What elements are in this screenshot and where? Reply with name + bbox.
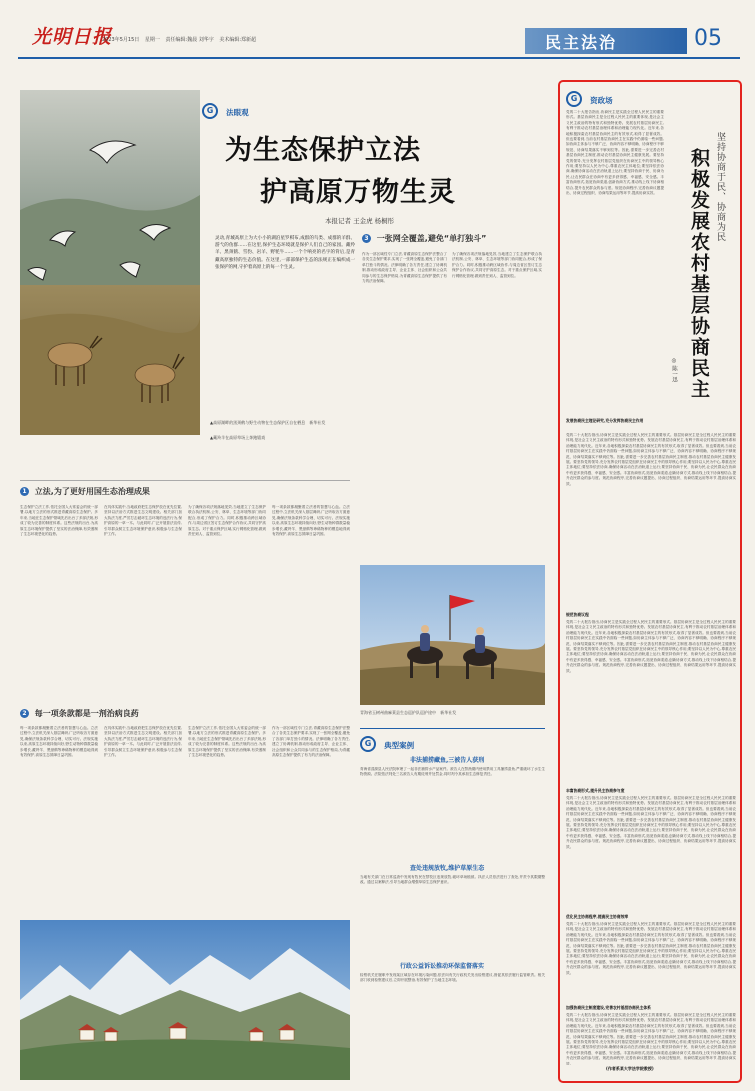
cases-column-label: G 典型案例 [360, 733, 414, 752]
issue-date: 2023年5月15日 [102, 37, 140, 43]
case-title-2: 查处违规放牧,维护草原生态 [410, 865, 485, 872]
newspaper-logo: 光明日报 [32, 26, 113, 48]
sidebar-body-main-3: 党的二十大报告指出,协商民主是实践全过程人民民主的重要形式。基层协商民主是全过程人民民主的重要体现,是社会主义民主政治的特有形式和独特优势。发展农村基层协商民主,有利于推动农村基层治理体系和治理能力现代化。近年来,各地积极探索农村基层协商民主的有效形式,取得了显著成效。但也要看到,当前农村基层协商民主在实践中仍面临一些问题,如协商主体参与不够广泛、协商内容不够明确、协商程序不够规范、协商结果落实不够到位等。因此,需要进一步完善农村基层协商民主制度,推动农村基层协商民主健康发展。要坚持党的领导,充分发挥农村基层党组织在协商民主中的领导核心作用;要坚持以人民为中心,尊重农民主体地位;要坚持依法协商,确保协商活动在法治轨道上运行;要坚持协商于民、协商为民,让农民群众在协商中有更多获得感、幸福感、安全感。丰富协商形式,拓宽协商渠道,创新协商方式,推动线上线下协商相结合,提升农民群众的参与度。规范协商程序,完善协商议题提出、协商过程组织、协商结果运用等环节,提高协商实效。 [566, 796, 736, 849]
section-2-badge: 2 [20, 709, 29, 718]
sidebar-section-head-1: 发展协商民主理论研究,充分发挥协商民主作用 [566, 418, 644, 423]
section-3-body-a: 作为一部区域性专门立法,青藏高原生态保护法整合了各类生态保护要求,实现了一张网全覆盖,避免了各部门单打独斗的情况。法律明确了各方责任,建立了协调机制,推动形成政府主导、企业主体、社会组织和公众共同参与的生态保护格局,为青藏高原生态保护提供了有力的法治保障。 [362, 252, 447, 284]
designer-line: 美术编辑:郑新超 [219, 37, 257, 43]
section-name: 民主法治 [545, 33, 618, 52]
masthead [0, 0, 755, 62]
sidebar-subheadline: 坚持协商于民、协商为民 [715, 132, 725, 242]
sidebar-section-head-4: 优化民主协商程序,提高民主协商效率 [566, 914, 629, 919]
section-2-body-c: 生态保护立法工作,依托全国人大常委会的统一部署,以地方立法的形式推进青藏高原生态保护。多年来,当地在生态保护领域先后出台了多部法规,形成了较为完善的制度体系。这些法规的出台,为高原生态环境保护提供了坚实的法治保障,有效遏制了生态环境恶化的趋势。 [188, 726, 266, 758]
feature-headline-line1: 为生态保护立法 [225, 135, 421, 166]
section-divider-1 [20, 480, 350, 481]
sidebar-column [566, 88, 736, 1078]
sidebar-body-main-4: 党的二十大报告指出,协商民主是实践全过程人民民主的重要形式。基层协商民主是全过程人民民主的重要体现,是社会主义民主政治的特有形式和独特优势。发展农村基层协商民主,有利于推动农村基层治理体系和治理能力现代化。近年来,各地积极探索农村基层协商民主的有效形式,取得了显著成效。但也要看到,当前农村基层协商民主在实践中仍面临一些问题,如协商主体参与不够广泛、协商内容不够明确、协商程序不够规范、协商结果落实不够到位等。因此,需要进一步完善农村基层协商民主制度,推动农村基层协商民主健康发展。要坚持党的领导,充分发挥农村基层党组织在协商民主中的领导核心作用;要坚持以人民为中心,尊重农民主体地位;要坚持依法协商,确保协商活动在法治轨道上运行;要坚持协商于民、协商为民,让农民群众在协商中有更多获得感、幸福感、安全感。丰富协商形式,拓宽协商渠道,创新协商方式,推动线上线下协商相结合,提升农民群众的参与度。规范协商程序,完善协商议题提出、协商过程组织、协商结果运用等环节,提高协商实效。 [566, 922, 736, 975]
masthead-rule [18, 57, 740, 59]
section-1-badge: 1 [20, 487, 29, 496]
case-title-1: 非法捕捞藏鱼,三被告人获刑 [410, 757, 485, 764]
sidebar-logo-icon: G [566, 91, 582, 107]
sidebar-body-main-2: 党的二十大报告指出,协商民主是实践全过程人民民主的重要形式。基层协商民主是全过程人民民主的重要体现,是社会主义民主政治的特有形式和独特优势。发展农村基层协商民主,有利于推动农村基层治理体系和治理能力现代化。近年来,各地积极探索农村基层协商民主的有效形式,取得了显著成效。但也要看到,当前农村基层协商民主在实践中仍面临一些问题,如协商主体参与不够广泛、协商内容不够明确、协商程序不够规范、协商结果落实不够到位等。因此,需要进一步完善农村基层协商民主制度,推动农村基层协商民主健康发展。要坚持党的领导,充分发挥农村基层党组织在协商民主中的领导核心作用;要坚持以人民为中心,尊重农民主体地位;要坚持依法协商,确保协商活动在法治轨道上运行;要坚持协商于民、协商为民,让农民群众在协商中有更多获得感、幸福感、安全感。丰富协商形式,拓宽协商渠道,创新协商方式,推动线上线下协商相结合,提升农民群众的参与度。规范协商程序,完善协商议题提出、协商过程组织、协商结果运用等环节,提高协商实效。 [566, 620, 736, 673]
section-1-body-d: 每一项条款都凝聚着立法者的智慧与心血。立法过程中,立法机关深入基层调研,广泛听取各方面意见,确保法规条款科学合理、切实可行。法规实施以来,高原生态环境持续向好,野生动物种群数量稳步增长,藏羚羊、黑颈鹤等珍稀物种的栖息地得到有效保护,高原生态屏障日益巩固。 [272, 505, 350, 537]
sidebar-section-head-5: 加强协商民主制度建设,完善农村基层协商民主体系 [566, 1005, 651, 1010]
feature-headline-line2: 护高原万物生灵 [260, 177, 456, 208]
sidebar-body-main-1: 党的二十大报告指出,协商民主是实践全过程人民民主的重要形式。基层协商民主是全过程人民民主的重要体现,是社会主义民主政治的特有形式和独特优势。发展农村基层协商民主,有利于推动农村基层治理体系和治理能力现代化。近年来,各地积极探索农村基层协商民主的有效形式,取得了显著成效。但也要看到,当前农村基层协商民主在实践中仍面临一些问题,如协商主体参与不够广泛、协商内容不够明确、协商程序不够规范、协商结果落实不够到位等。因此,需要进一步完善农村基层协商民主制度,推动农村基层协商民主健康发展。要坚持党的领导,充分发挥农村基层党组织在协商民主中的领导核心作用;要坚持以人民为中心,尊重农民主体地位;要坚持依法协商,确保协商活动在法治轨道上运行;要坚持协商于民、协商为民,让农民群众在协商中有更多获得感、幸福感、安全感。丰富协商形式,拓宽协商渠道,创新协商方式,推动线上线下协商相结合,提升农民群众的参与度。规范协商程序,完善协商议题提出、协商过程组织、协商结果运用等环节,提高协商实效。 [566, 433, 736, 486]
section-1-body-c: 为了确保各项法规落地见效,当地建立了生态保护联合执法机制,公安、林草、生态环境等部门协同配合,形成了保护合力。同时,积极推动跨区域协作,与周边省区签订生态保护合作协议,共同守护高原生态。对于重点保护区域,实行网格化管理,做到责任到人、监管到位。 [188, 505, 266, 537]
issue-weekday: 星期一 [144, 37, 160, 43]
photo-caption-top: ▲高原湖畔的黑颈鹤与野生动物在生态保护区自在栖息 新华社发 [210, 420, 326, 425]
photo-caption-bottom: ▲藏羚羊在高原草场上奔跑嬉戏 [210, 435, 266, 440]
case-body-2: 当地有关部门在日常巡查中发现有牧民在禁牧区违规放牧,破坏草场植被。执法人员依法进行了查处,并责令其限期整改。通过以案释法,引导当地群众增强草原生态保护意识。 [360, 875, 545, 885]
sidebar-section-head-3: 丰富协商形式,提升民主协商参与度 [566, 788, 625, 793]
feature-article [20, 80, 550, 1085]
cases-logo-icon: G [360, 736, 376, 752]
sidebar-byline: ◎ 陈一迅 [671, 358, 677, 383]
section-2-header: 2 每一项条款都是一剂治病良药 [20, 708, 139, 719]
section-2-body-d: 作为一部区域性专门立法,青藏高原生态保护法整合了各类生态保护要求,实现了一张网全覆盖,避免了各部门单打独斗的情况。法律明确了各方责任,建立了协调机制,推动形成政府主导、企业主体、社会组织和公众共同参与的生态保护格局,为青藏高原生态保护提供了有力的法治保障。 [272, 726, 350, 758]
column-logo-icon: G [202, 103, 218, 119]
section-3-badge: 3 [362, 234, 371, 243]
section-2-body-b: 在具体实践中,当地政府把生态保护放在优先位置,坚持以法治方式推进生态文明建设。相关部门加大执法力度,严厉打击破坏生态环境的违法行为,保护高原的一草一木。与此同时,广泛开展普法宣传,引导群众树立生态环境保护意识,积极参与生态保护工作。 [104, 726, 182, 758]
editor-line: 责任编辑:魏晨 刘华宇 [165, 37, 214, 43]
sidebar-body-main-5: 党的二十大报告指出,协商民主是实践全过程人民民主的重要形式。基层协商民主是全过程人民民主的重要体现,是社会主义民主政治的特有形式和独特优势。发展农村基层协商民主,有利于推动农村基层治理体系和治理能力现代化。近年来,各地积极探索农村基层协商民主的有效形式,取得了显著成效。但也要看到,当前农村基层协商民主在实践中仍面临一些问题,如协商主体参与不够广泛、协商内容不够明确、协商程序不够规范、协商结果落实不够到位等。因此,需要进一步完善农村基层协商民主制度,推动农村基层协商民主健康发展。要坚持党的领导,充分发挥农村基层党组织在协商民主中的领导核心作用;要坚持以人民为中心,尊重农民主体地位;要坚持依法协商,确保协商活动在法治轨道上运行;要坚持协商于民、协商为民,让农民群众在协商中有更多获得感、幸福感、安全感。丰富协商形式,拓宽协商渠道,创新协商方式,推动线上线下协商相结合,提升农民群众的参与度。规范协商程序,完善协商议题提出、协商过程组织、协商结果运用等环节,提高协商实效。 [566, 1013, 736, 1065]
section-1-body-a: 生态保护立法工作,依托全国人大常委会的统一部署,以地方立法的形式推进青藏高原生态保护。多年来,当地在生态保护领域先后出台了多部法规,形成了较为完善的制度体系。这些法规的出台,为高原生态环境保护提供了坚实的法治保障,有效遏制了生态环境恶化的趋势。 [20, 505, 98, 537]
issue-info [102, 36, 256, 43]
sidebar-section-head-2: 规范协商议程 [566, 612, 589, 617]
section-1-header: 1 立法,为了更好用国生态治理成果 [20, 486, 150, 497]
section-3-body-b: 为了确保各项法规落地见效,当地建立了生态保护联合执法机制,公安、林草、生态环境等部门协同配合,形成了保护合力。同时,积极推动跨区域协作,与周边省区签订生态保护合作协议,共同守护高原生态。对于重点保护区域,实行网格化管理,做到责任到人、监管到位。 [452, 252, 542, 278]
sidebar-column-label: G 资政场 [566, 88, 613, 107]
section-2-body-a: 每一项条款都凝聚着立法者的智慧与心血。立法过程中,立法机关深入基层调研,广泛听取各方面意见,确保法规条款科学合理、切实可行。法规实施以来,高原生态环境持续向好,野生动物种群数量稳步增长,藏羚羊、黑颈鹤等珍稀物种的栖息地得到有效保护,高原生态屏障日益巩固。 [20, 726, 98, 758]
photo-credit: 新华社发 [309, 420, 326, 425]
patrol-photo-credit: 新华社发 [440, 710, 457, 715]
village-photo [20, 920, 350, 1080]
crane-photo [20, 90, 200, 435]
sidebar-footnote: (作者系某大学法学院教授) [606, 1066, 654, 1071]
sidebar-body-top: 党的二十大报告指出,协商民主是实践全过程人民民主的重要形式。基层协商民主是全过程人民民主的重要体现,是社会主义民主政治的特有形式和独特优势。发展农村基层协商民主,有利于推动农村基层治理体系和治理能力现代化。近年来,各地积极探索农村基层协商民主的有效形式,取得了显著成效。但也要看到,当前农村基层协商民主在实践中仍面临一些问题,如协商主体参与不够广泛、协商内容不够明确、协商程序不够规范、协商结果落实不够到位等。因此,需要进一步完善农村基层协商民主制度,推动农村基层协商民主健康发展。要坚持党的领导,充分发挥农村基层党组织在协商民主中的领导核心作用;要坚持以人民为中心,尊重农民主体地位;要坚持依法协商,确保协商活动在法治轨道上运行;要坚持协商于民、协商为民,让农民群众在协商中有更多获得感、幸福感、安全感。丰富协商形式,拓宽协商渠道,创新协商方式,推动线上线下协商相结合,提升农民群众的参与度。规范协商程序,完善协商议题提出、协商过程组织、协商结果运用等环节,提高协商实效。 [566, 110, 664, 196]
section-1-body-b: 在具体实践中,当地政府把生态保护放在优先位置,坚持以法治方式推进生态文明建设。相关部门加大执法力度,严厉打击破坏生态环境的违法行为,保护高原的一草一木。与此同时,广泛开展普法宣传,引导群众树立生态环境保护意识,积极参与生态保护工作。 [104, 505, 182, 537]
patrol-photo-caption: 青海省玉树州曲麻莱县生态巡护队巡护途中 新华社发 [360, 710, 457, 715]
cases-box [360, 728, 545, 1079]
case-body-3: 检察机关在履职中发现某区域存在环境污染问题,依法向有关行政机关发出检察建议,督促其依法履行监管职责。相关部门收到检察建议后,立即开展整治,有效保护了当地生态环境。 [360, 973, 545, 983]
feature-column-label: G 法眼观 [202, 100, 249, 119]
sidebar-headline: 积极发展农村基层协商民主 [688, 148, 710, 400]
section-3-header: 3 一张网全覆盖,避免“单打独斗” [362, 233, 486, 244]
case-title-3: 行政公益诉讼推动环保监督落实 [400, 963, 485, 970]
feature-intro: 灵动,青城高原上为大小小的湖泊星罗棋布,成群的鸟类、成群的羊群、游弋的鱼群……在这里,保护生态环境就是保护人们自己的家园。藏羚羊、黑颈鹤、雪豹、岩羊、野牦牛……一个个响亮的名字的背后,是青藏高原独特的生态价值。在这里,一部部保护生态的法规正在编织成一张保护的网,守护着高原上的每一个生灵。 [215, 236, 355, 270]
page-number: 05 [694, 26, 722, 51]
patrol-photo [360, 565, 545, 705]
feature-byline: 本报记者 王金虎 杨桐彤 [325, 217, 395, 225]
case-body-1: 青海省湟源县人民法院审理了一起非法捕捞水产品案件。被告人在禁渔期内使用禁用工具捕捞湟鱼,严重破坏了水生生物资源。法院依法判处三名被告人有期徒刑并处罚金,同时判令其承担生态修复责任。 [360, 767, 545, 777]
